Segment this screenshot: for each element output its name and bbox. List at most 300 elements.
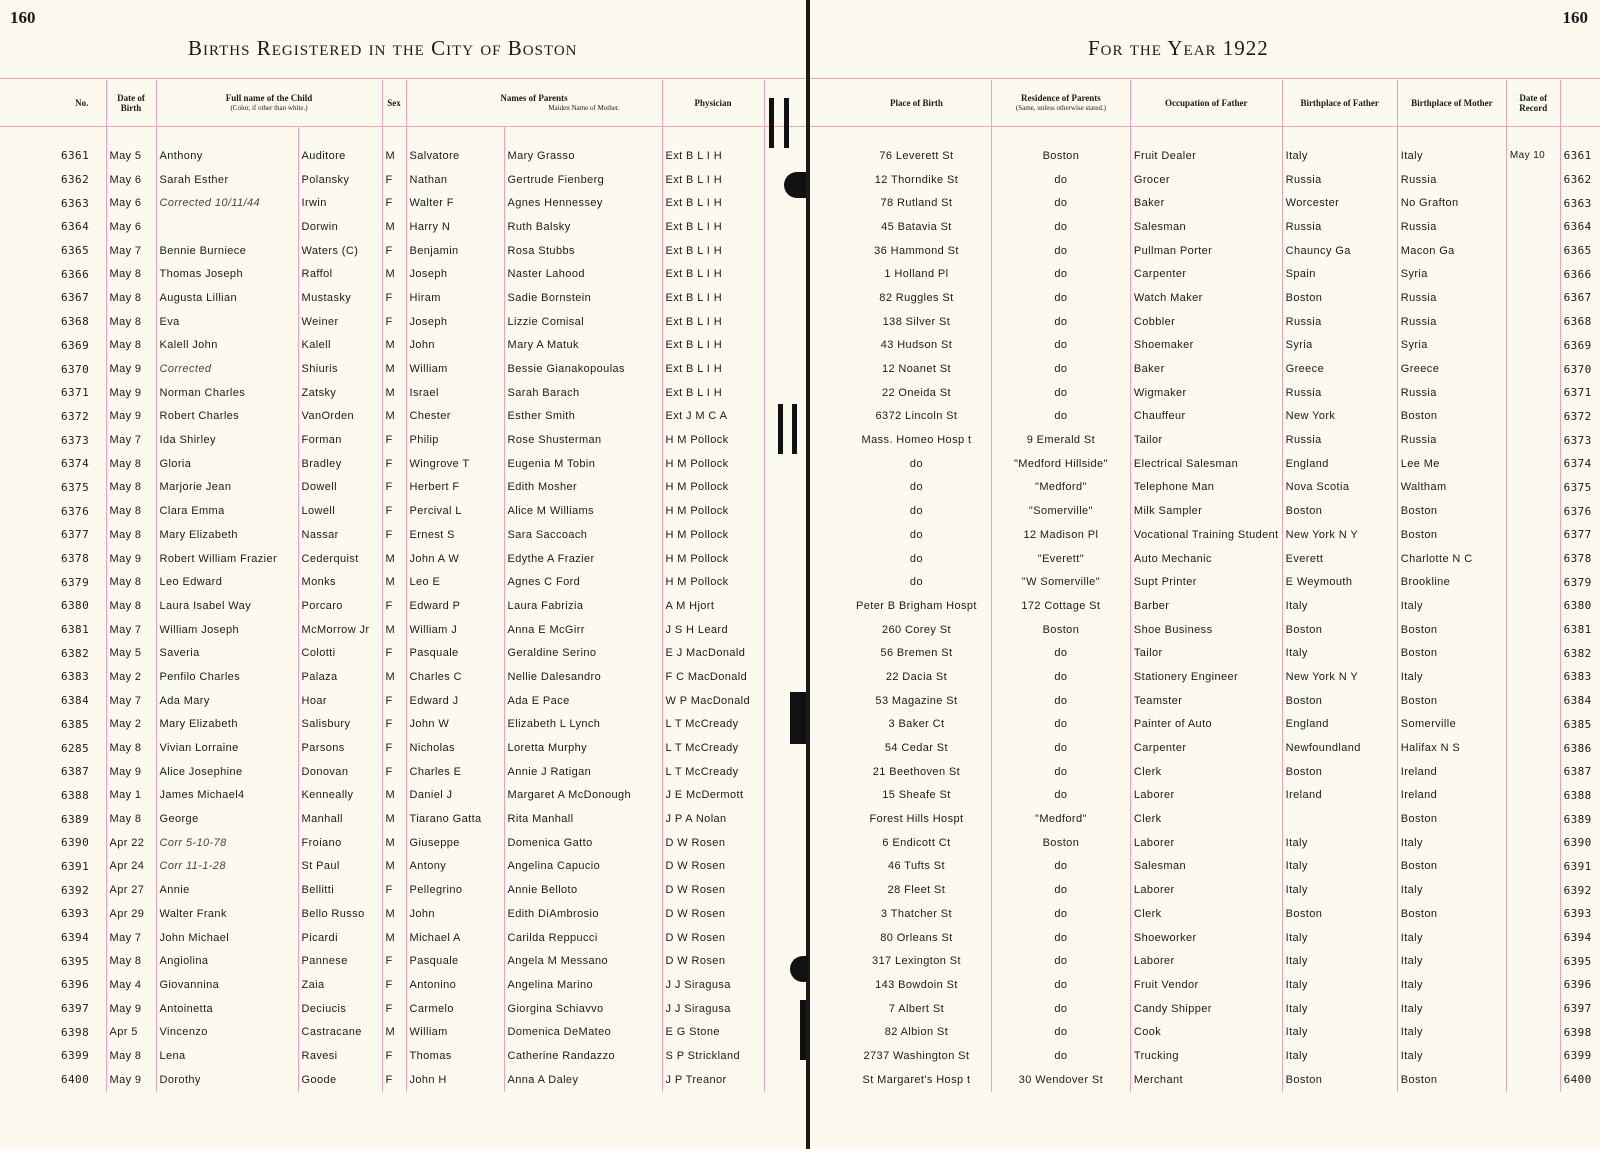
father-name: Edward J (406, 689, 504, 713)
place-of-birth: 80 Orleans St (842, 926, 991, 950)
child-given-name: Angiolina (156, 949, 298, 973)
table-row (58, 191, 764, 215)
header-child (156, 80, 382, 126)
residence: "Medford" (991, 476, 1130, 500)
father-birthplace: Boston (1282, 618, 1397, 642)
child-given-name: Ada Mary (156, 689, 298, 713)
father-name: Hiram (406, 286, 504, 310)
father-occupation: Merchant (1130, 1068, 1282, 1092)
child-given-name: John Michael (156, 926, 298, 950)
table-row (842, 428, 1600, 452)
physician: J P Treanor (662, 1068, 764, 1092)
table-row (842, 855, 1600, 879)
child-surname: Hoar (298, 689, 382, 713)
child-surname: Salisbury (298, 713, 382, 737)
father-birthplace (1282, 807, 1397, 831)
header-occupation: Occupation of Father (1130, 80, 1282, 126)
child-surname: Irwin (298, 191, 382, 215)
child-given-name: Thomas Joseph (156, 262, 298, 286)
table-row (842, 713, 1600, 737)
residence: do (991, 357, 1130, 381)
physician: L T McCready (662, 736, 764, 760)
record-no: 6400 (58, 1068, 106, 1092)
child-given-name: Corrected 10/11/44 (156, 191, 298, 215)
father-name: Joseph (406, 310, 504, 334)
table-row (842, 949, 1600, 973)
sex: M (382, 665, 406, 689)
father-name: Chester (406, 405, 504, 429)
table-row (842, 926, 1600, 950)
father-name: Nicholas (406, 736, 504, 760)
child-given-name: William Joseph (156, 618, 298, 642)
birth-date: May 8 (106, 594, 156, 618)
sex: M (382, 262, 406, 286)
table-row (842, 641, 1600, 665)
sex: F (382, 736, 406, 760)
place-of-birth: 82 Albion St (842, 1020, 991, 1044)
child-given-name: Corr 11-1-28 (156, 855, 298, 879)
record-no: 6376 (58, 499, 106, 523)
father-occupation: Electrical Salesman (1130, 452, 1282, 476)
residence: "Somerville" (991, 499, 1130, 523)
place-of-birth: 12 Thorndike St (842, 168, 991, 192)
date-of-record (1506, 973, 1560, 997)
father-occupation: Clerk (1130, 760, 1282, 784)
mother-maiden-name: Ada E Pace (504, 689, 662, 713)
date-of-record (1506, 689, 1560, 713)
residence: do (991, 334, 1130, 358)
table-row (842, 452, 1600, 476)
sex: M (382, 215, 406, 239)
date-of-record (1506, 760, 1560, 784)
mother-maiden-name: Sarah Barach (504, 381, 662, 405)
record-no-right: 6395 (1563, 954, 1592, 968)
record-no: 6285 (58, 736, 106, 760)
child-given-name: Vincenzo (156, 1020, 298, 1044)
child-surname: Goode (298, 1068, 382, 1092)
record-no: 6395 (58, 949, 106, 973)
mother-maiden-name: Ruth Balsky (504, 215, 662, 239)
mother-birthplace: Italy (1397, 878, 1506, 902)
father-birthplace: Ireland (1282, 784, 1397, 808)
place-of-birth: 2737 Washington St (842, 1044, 991, 1068)
father-occupation: Laborer (1130, 784, 1282, 808)
mother-birthplace: Russia (1397, 310, 1506, 334)
birth-date: May 4 (106, 973, 156, 997)
place-of-birth: do (842, 499, 991, 523)
physician: J E McDermott (662, 784, 764, 808)
record-no: 6375 (58, 476, 106, 500)
place-of-birth: 53 Magazine St (842, 689, 991, 713)
birth-date: May 9 (106, 405, 156, 429)
date-of-record (1506, 381, 1560, 405)
child-given-name: Lena (156, 1044, 298, 1068)
father-birthplace: Nova Scotia (1282, 476, 1397, 500)
record-no-right: 6381 (1563, 623, 1592, 637)
date-of-record (1506, 1044, 1560, 1068)
physician: Ext J M C A (662, 405, 764, 429)
record-no-right: 6371 (1563, 386, 1592, 400)
table-row (58, 665, 764, 689)
mother-maiden-name: Mary Grasso (504, 144, 662, 168)
child-surname: Zatsky (298, 381, 382, 405)
child-surname: Raffol (298, 262, 382, 286)
physician: J P A Nolan (662, 807, 764, 831)
mother-birthplace: Italy (1397, 1020, 1506, 1044)
record-no: 6371 (58, 381, 106, 405)
place-of-birth: 76 Leverett St (842, 144, 991, 168)
father-birthplace: Russia (1282, 215, 1397, 239)
place-of-birth: 3 Thatcher St (842, 902, 991, 926)
birth-date: May 9 (106, 547, 156, 571)
table-row (58, 357, 764, 381)
child-surname: Lowell (298, 499, 382, 523)
child-given-name: Corrected (156, 357, 298, 381)
record-no: 6385 (58, 713, 106, 737)
header-physician: Physician (662, 80, 764, 126)
record-no-right: 6364 (1563, 220, 1592, 234)
residence: do (991, 215, 1130, 239)
father-birthplace: England (1282, 452, 1397, 476)
place-of-birth: 28 Fleet St (842, 878, 991, 902)
physician: H M Pollock (662, 570, 764, 594)
father-name: Wingrove T (406, 452, 504, 476)
mother-birthplace: Ireland (1397, 784, 1506, 808)
place-of-birth: St Margaret's Hosp t (842, 1068, 991, 1092)
mother-maiden-name: Sadie Bornstein (504, 286, 662, 310)
record-no-right: 6376 (1563, 504, 1592, 518)
father-name: Benjamin (406, 239, 504, 263)
table-row (58, 713, 764, 737)
sex: F (382, 286, 406, 310)
child-given-name: Kalell John (156, 334, 298, 358)
residence: "Medford" (991, 807, 1130, 831)
mother-maiden-name: Annie Belloto (504, 878, 662, 902)
record-no: 6373 (58, 428, 106, 452)
birth-date: May 8 (106, 499, 156, 523)
date-of-record (1506, 570, 1560, 594)
record-no-right: 6388 (1563, 788, 1592, 802)
record-no-right: 6396 (1563, 978, 1592, 992)
mother-birthplace: Brookline (1397, 570, 1506, 594)
place-of-birth: 56 Bremen St (842, 641, 991, 665)
table-row (58, 878, 764, 902)
physician: Ext B L I H (662, 381, 764, 405)
table-row (842, 1068, 1600, 1092)
mother-birthplace: Greece (1397, 357, 1506, 381)
mother-maiden-name: Laura Fabrizia (504, 594, 662, 618)
record-no-right: 6389 (1563, 812, 1592, 826)
father-birthplace: Russia (1282, 310, 1397, 334)
record-no-right: 6399 (1563, 1049, 1592, 1063)
table-row (842, 476, 1600, 500)
father-occupation: Candy Shipper (1130, 997, 1282, 1021)
physician: Ext B L I H (662, 191, 764, 215)
father-name: Philip (406, 428, 504, 452)
father-birthplace: Greece (1282, 357, 1397, 381)
physician: J S H Leard (662, 618, 764, 642)
place-of-birth: do (842, 523, 991, 547)
record-no-right: 6365 (1563, 244, 1592, 258)
residence: do (991, 1044, 1130, 1068)
birth-date: May 7 (106, 239, 156, 263)
birth-date: May 8 (106, 1044, 156, 1068)
mother-birthplace: Charlotte N C (1397, 547, 1506, 571)
table-row (58, 405, 764, 429)
date-of-record (1506, 452, 1560, 476)
date-of-record (1506, 428, 1560, 452)
sex: M (382, 902, 406, 926)
table-row (842, 665, 1600, 689)
table-row (842, 262, 1600, 286)
physician: H M Pollock (662, 547, 764, 571)
father-birthplace: Italy (1282, 997, 1397, 1021)
residence: do (991, 949, 1130, 973)
header-sex: Sex (382, 80, 406, 126)
date-of-record (1506, 262, 1560, 286)
date-of-record (1506, 476, 1560, 500)
father-occupation: Watch Maker (1130, 286, 1282, 310)
date-of-record (1506, 855, 1560, 879)
birth-date: May 8 (106, 949, 156, 973)
record-no-right: 6363 (1563, 196, 1592, 210)
date-of-record (1506, 1020, 1560, 1044)
child-given-name: Vivian Lorraine (156, 736, 298, 760)
sex: F (382, 239, 406, 263)
child-given-name: Penfilo Charles (156, 665, 298, 689)
father-birthplace: Boston (1282, 1068, 1397, 1092)
date-of-record (1506, 357, 1560, 381)
child-given-name: Giovannina (156, 973, 298, 997)
record-no: 6387 (58, 760, 106, 784)
sex: M (382, 381, 406, 405)
mother-birthplace: Syria (1397, 334, 1506, 358)
physician: Ext B L I H (662, 357, 764, 381)
child-surname: Colotti (298, 641, 382, 665)
sex: M (382, 144, 406, 168)
mother-maiden-name: Mary A Matuk (504, 334, 662, 358)
birth-date: May 6 (106, 168, 156, 192)
header-parents-label: Names of Parents (500, 93, 568, 103)
table-row (58, 570, 764, 594)
child-given-name: Laura Isabel Way (156, 594, 298, 618)
place-of-birth: 12 Noanet St (842, 357, 991, 381)
father-occupation: Barber (1130, 594, 1282, 618)
header-date: Date of Birth (106, 80, 156, 126)
record-no: 6397 (58, 997, 106, 1021)
father-name: John W (406, 713, 504, 737)
table-row (842, 523, 1600, 547)
child-surname: Forman (298, 428, 382, 452)
sex: F (382, 997, 406, 1021)
table-row (842, 618, 1600, 642)
mother-birthplace: Italy (1397, 831, 1506, 855)
mother-birthplace: Boston (1397, 902, 1506, 926)
father-birthplace: Russia (1282, 168, 1397, 192)
residence: Boston (991, 618, 1130, 642)
birth-date: May 9 (106, 357, 156, 381)
sex: F (382, 428, 406, 452)
table-row (842, 334, 1600, 358)
father-birthplace: New York N Y (1282, 523, 1397, 547)
table-row (58, 144, 764, 168)
header-child-label: Full name of the Child (225, 93, 313, 103)
child-surname: Polansky (298, 168, 382, 192)
mother-birthplace: Boston (1397, 499, 1506, 523)
birth-date: May 2 (106, 665, 156, 689)
header-child-note: (Color, if other than white.) (230, 104, 308, 112)
mother-maiden-name: Edythe A Frazier (504, 547, 662, 571)
record-no-right: 6390 (1563, 836, 1592, 850)
child-surname: Palaza (298, 665, 382, 689)
child-surname: Picardi (298, 926, 382, 950)
physician: D W Rosen (662, 878, 764, 902)
record-no-right: 6398 (1563, 1025, 1592, 1039)
birth-date: May 8 (106, 452, 156, 476)
record-no-right: 6368 (1563, 315, 1592, 329)
mother-maiden-name: Sara Saccoach (504, 523, 662, 547)
mother-maiden-name: Geraldine Serino (504, 641, 662, 665)
record-no-right: 6387 (1563, 765, 1592, 779)
father-birthplace: Boston (1282, 760, 1397, 784)
table-row (842, 239, 1600, 263)
sex: F (382, 594, 406, 618)
father-name: Pasquale (406, 641, 504, 665)
physician: E J MacDonald (662, 641, 764, 665)
place-of-birth: 6372 Lincoln St (842, 405, 991, 429)
table-row (842, 807, 1600, 831)
physician: W P MacDonald (662, 689, 764, 713)
left-page-number: 160 (10, 8, 36, 27)
sex: F (382, 878, 406, 902)
child-surname: Monks (298, 570, 382, 594)
binding-mark (800, 1000, 806, 1060)
father-birthplace: Italy (1282, 1044, 1397, 1068)
record-no: 6363 (58, 191, 106, 215)
child-surname: Pannese (298, 949, 382, 973)
father-name: Michael A (406, 926, 504, 950)
place-of-birth: 15 Sheafe St (842, 784, 991, 808)
father-name: John (406, 334, 504, 358)
father-occupation: Cook (1130, 1020, 1282, 1044)
date-of-record (1506, 523, 1560, 547)
father-birthplace: New York N Y (1282, 665, 1397, 689)
binding-mark (790, 692, 806, 744)
sex: F (382, 1068, 406, 1092)
residence: Boston (991, 144, 1130, 168)
child-surname: Mustasky (298, 286, 382, 310)
father-occupation: Teamster (1130, 689, 1282, 713)
mother-maiden-name: Margaret A McDonough (504, 784, 662, 808)
date-of-record (1506, 1068, 1560, 1092)
residence: do (991, 641, 1130, 665)
record-no-right: 6375 (1563, 480, 1592, 494)
place-of-birth: Mass. Homeo Hosp t (842, 428, 991, 452)
mother-birthplace: Italy (1397, 144, 1506, 168)
header-place: Place of Birth (842, 80, 991, 126)
sex: F (382, 310, 406, 334)
table-row (58, 334, 764, 358)
place-of-birth: 21 Beethoven St (842, 760, 991, 784)
date-of-record (1506, 215, 1560, 239)
header-residence-note: (Same, unless otherwise stated.) (1015, 104, 1106, 112)
physician: D W Rosen (662, 902, 764, 926)
table-row (58, 855, 764, 879)
birth-date: May 2 (106, 713, 156, 737)
father-birthplace: Italy (1282, 855, 1397, 879)
date-of-record (1506, 547, 1560, 571)
mother-birthplace: Boston (1397, 855, 1506, 879)
place-of-birth: 46 Tufts St (842, 855, 991, 879)
father-name: Antony (406, 855, 504, 879)
mother-maiden-name: Angelina Marino (504, 973, 662, 997)
physician: Ext B L I H (662, 239, 764, 263)
header-rule-top-right (810, 78, 1600, 79)
table-row (58, 784, 764, 808)
table-row (842, 1044, 1600, 1068)
table-row (58, 736, 764, 760)
record-no-right: 6361 (1563, 149, 1592, 163)
mother-maiden-name: Angela M Messano (504, 949, 662, 973)
residence: do (991, 784, 1130, 808)
physician: Ext B L I H (662, 144, 764, 168)
father-birthplace: Boston (1282, 286, 1397, 310)
father-name: John A W (406, 547, 504, 571)
table-row (842, 547, 1600, 571)
birth-date: Apr 5 (106, 1020, 156, 1044)
birth-date: May 9 (106, 997, 156, 1021)
record-no-right: 6394 (1563, 931, 1592, 945)
date-of-record (1506, 736, 1560, 760)
table-row (842, 594, 1600, 618)
table-row (58, 381, 764, 405)
sex: M (382, 807, 406, 831)
table-row (842, 570, 1600, 594)
place-of-birth: 82 Ruggles St (842, 286, 991, 310)
father-birthplace: Worcester (1282, 191, 1397, 215)
mother-birthplace: Boston (1397, 1068, 1506, 1092)
table-row (58, 594, 764, 618)
date-of-record (1506, 499, 1560, 523)
father-occupation: Salesman (1130, 855, 1282, 879)
child-given-name: Anthony (156, 144, 298, 168)
child-surname: Waters (C) (298, 239, 382, 263)
residence: do (991, 381, 1130, 405)
father-occupation: Clerk (1130, 902, 1282, 926)
binding-mark (778, 404, 783, 454)
child-surname: Ravesi (298, 1044, 382, 1068)
sex: M (382, 357, 406, 381)
father-occupation: Cobbler (1130, 310, 1282, 334)
child-surname: Kalell (298, 334, 382, 358)
record-no: 6379 (58, 570, 106, 594)
table-row (58, 902, 764, 926)
father-birthplace: Boston (1282, 902, 1397, 926)
father-name: Salvatore (406, 144, 504, 168)
sex: F (382, 689, 406, 713)
child-surname: Bellitti (298, 878, 382, 902)
record-no-right: 6384 (1563, 694, 1592, 708)
father-occupation: Chauffeur (1130, 405, 1282, 429)
physician: D W Rosen (662, 831, 764, 855)
physician: L T McCready (662, 713, 764, 737)
sex: M (382, 784, 406, 808)
sex: M (382, 855, 406, 879)
birth-date: May 9 (106, 381, 156, 405)
date-of-record (1506, 618, 1560, 642)
sex: F (382, 191, 406, 215)
mother-birthplace: Russia (1397, 168, 1506, 192)
